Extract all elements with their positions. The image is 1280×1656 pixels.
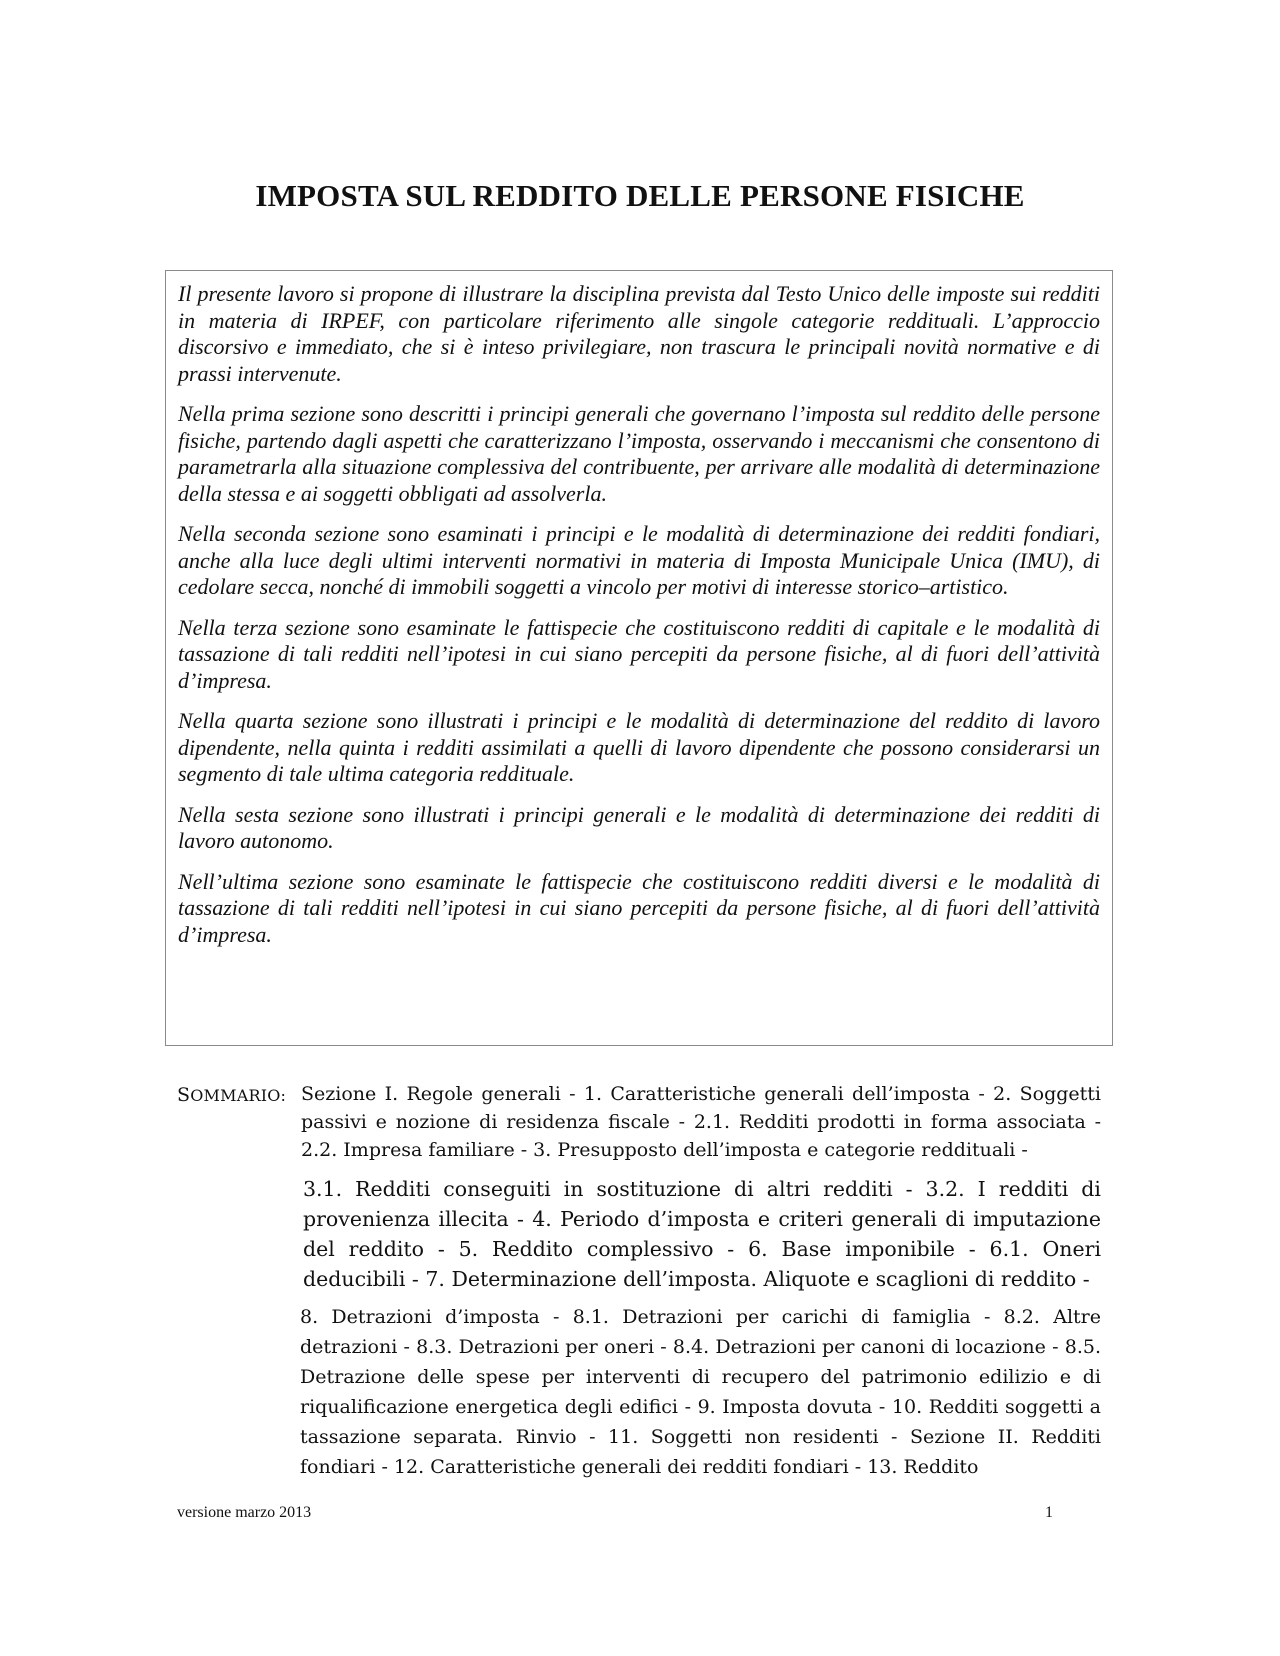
abstract-box	[165, 270, 1113, 1046]
document-title: IMPOSTA SUL REDDITO DELLE PERSONE FISICHE	[255, 178, 1025, 213]
abstract-paragraph-section-1: Nella prima sezione sono descritti i principi generali che governano l’imposta sul reddito delle persone fisiche, partendo dagli aspetti che caratterizzano l’imposta, osservando i meccanismi che consentono di parametrarla alla situazione complessiva del contribuente, per arrivare alle modalità di determinazione della stessa e ai soggetti obbligati ad assolverla.	[178, 401, 1100, 506]
summary-label	[177, 1084, 286, 1106]
footer-page-number: 1	[1045, 1504, 1053, 1521]
summary-paragraph-3: 8. Detrazioni d’imposta - 8.1. Detrazioni per carichi di famiglia - 8.2. Altre detrazioni - 8.3. Detrazioni per oneri - 8.4. Detrazioni per canoni di locazione - 8.5. Detrazione delle spese per interventi di recupero del patrimonio edilizio e di riqualificazione energetica degli edifici - 9. Imposta dovuta - 10. Redditi soggetti a tassazione separata. Rinvio - 11. Soggetti non residenti - Sezione II. Redditi fondiari - 12. Caratteristiche generali dei redditi fondiari - 13. Reddito	[300, 1306, 1101, 1478]
abstract-paragraph-section-2: Nella seconda sezione sono esaminati i principi e le modalità di determinazione dei redditi fondiari, anche alla luce degli ultimi interventi normativi in materia di Imposta Municipale Unica (IMU), di cedolare secca, nonché di immobili soggetti a vincolo per motivi di interesse storico–artistico.	[178, 521, 1100, 599]
abstract-paragraph-section-3: Nella terza sezione sono esaminate le fattispecie che costituiscono redditi di capitale e le modalità di tassazione di tali redditi nell’ipotesi in cui siano percepiti da persone fisiche, al di fuori dell’attività d’impresa.	[178, 614, 1100, 693]
summary-label-rest: OMMARIO:	[190, 1086, 287, 1105]
summary-paragraph-1: Sezione I. Regole generali - 1. Caratteristiche generali dell’imposta - 2. Soggetti passivi e nozione di residenza fiscale - 2.1. Redditi prodotti in forma associata - 2.2. Impresa familiare - 3. Presupposto dell’imposta e categorie reddituali -	[301, 1083, 1101, 1161]
abstract-paragraph-section-6: Nella sesta sezione sono illustrati i principi generali e le modalità di determinazione dei redditi di lavoro autonomo.	[178, 801, 1100, 853]
footer-version: versione marzo 2013	[177, 1504, 312, 1521]
abstract-paragraph-intro: Il presente lavoro si propone di illustrare la disciplina prevista dal Testo Unico delle imposte sui redditi in materia di IRPEF, con particolare riferimento alle singole categorie reddituali. L’approccio discorsivo e immediato, che si è inteso privilegiare, non trascura le principali novità normative e di prassi intervenute.	[178, 281, 1100, 386]
summary-paragraph-2: 3.1. Redditi conseguiti in sostituzione di altri redditi - 3.2. I redditi di provenienza illecita - 4. Periodo d’imposta e criteri generali di imputazione del reddito - 5. Reddito complessivo - 6. Base imponibile - 6.1. Oneri deducibili - 7. Determinazione dell’imposta. Aliquote e scaglioni di reddito -	[303, 1177, 1101, 1291]
abstract-paragraph-section-4-5: Nella quarta sezione sono illustrati i principi e le modalità di determinazione del reddito di lavoro dipendente, nella quinta i redditi assimilati a quelli di lavoro dipendente che possono considerarsi un segmento di tale ultima categoria reddituale.	[178, 708, 1100, 786]
summary-label-initial: S	[177, 1084, 191, 1106]
abstract-paragraph-last-section: Nell’ultima sezione sono esaminate le fattispecie che costituiscono redditi diversi e le modalità di tassazione di tali redditi nell’ipotesi in cui siano percepiti da persone fisiche, al di fuori dell’attività d’impresa.	[178, 868, 1100, 947]
